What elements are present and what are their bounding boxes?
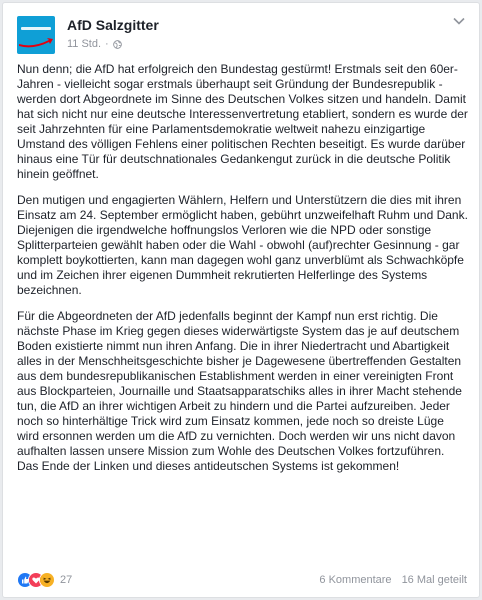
comments-count-link[interactable]: 6 Kommentare	[319, 574, 392, 586]
chevron-down-icon[interactable]	[453, 17, 465, 25]
post-paragraph: Nun denn; die AfD hat erfolgreich den Bundestag gestürmt! Erstmals seit den 60er-Jahren - vielleicht sogar erstmals überhaupt seit Gründung der Bundesrepublik - werden dort Abgeordnete im Sinne des Deutschen Volkes sitzen und handeln. Damit hat sich nicht nur eine deutsche Interessenvertretung etabliert, sondern es wurde der seit Jahrzehnten für eine Parlamentsdemokratie weltweit nahezu einzigartige Umstand des völligen Fehlens einer politischen Rechten beseitigt. Es wurde darüber hinaus eine Tür für deutschnationales Gedankengut zurück in die deutsche Politik hinein geöffnet.	[17, 62, 468, 181]
post-stats	[309, 574, 467, 586]
post-card	[2, 2, 480, 598]
globe-icon	[113, 40, 122, 49]
haha-icon	[39, 572, 55, 588]
reaction-count[interactable]: 27	[60, 574, 73, 586]
reactions-summary[interactable]	[17, 572, 72, 588]
meta-separator: ·	[105, 38, 109, 50]
post-time[interactable]: 11 Std.	[67, 38, 102, 50]
post-text	[17, 62, 469, 485]
afd-logo-wordmark-icon	[21, 24, 51, 34]
post-paragraph: Den mutigen und engagierten Wählern, Helfern und Unterstützern die dies mit ihren Einsatz am 24. September ermöglicht haben, gebührt unzweifelhaft Ruhm und Dank. Diejenigen die irgendwelche hoffnungslos Verloren wie die NPD oder sonstige Splitterparteien gewählt haben oder die Wahl - obwohl (auf)rechter Gesinnung - gar komplett boykottierten, kann man dagegen wohl ganz unverblümt als Schwachköpfe und im Zeichen ihrer eigenen Dummheit rekrutierten Helferlinge des Systems bezeichnen.	[17, 193, 468, 297]
afd-logo-arrow-icon	[19, 38, 53, 48]
page-avatar[interactable]	[17, 16, 55, 54]
shares-count-link[interactable]: 16 Mal geteilt	[401, 574, 467, 586]
post-footer	[17, 572, 467, 588]
page-name[interactable]: AfD Salzgitter	[67, 17, 159, 33]
post-meta	[67, 38, 122, 50]
post-paragraph: Für die Abgeordneten der AfD jedenfalls beginnt der Kampf nun erst richtig. Die nächste Phase im Krieg gegen dieses widerwärtigste System das je auf deutschem Boden existierte nimmt nun ihren Anfang. Die in ihrer Niedertracht und Abartigkeit alles in der Menschheitsgeschichte bisher je Dagewesene übertreffenden Gestalten aus dem bundesrepublikanischen Establishment werden in einer vereinigten Front aus Blockparteien, Journaille und Staatsapparatschiks alles in ihrer Macht stehende tun, die AfD an ihrer wichtigen Arbeit zu hindern und die Partei aufzureiben. Jeder noch so hinterhältige Trick wird zum Einsatz kommen, jede noch so dreiste Lüge wird ersonnen werden um die AfD zu vernichten. Doch werden wir uns nicht davon aufhalten lassen unsere Mission zum Wohle des Deutschen Volkes fortzuführen. Das Ende der Linken und dieses antideutschen Systems ist gekommen!	[17, 309, 462, 473]
post-header	[3, 3, 479, 59]
